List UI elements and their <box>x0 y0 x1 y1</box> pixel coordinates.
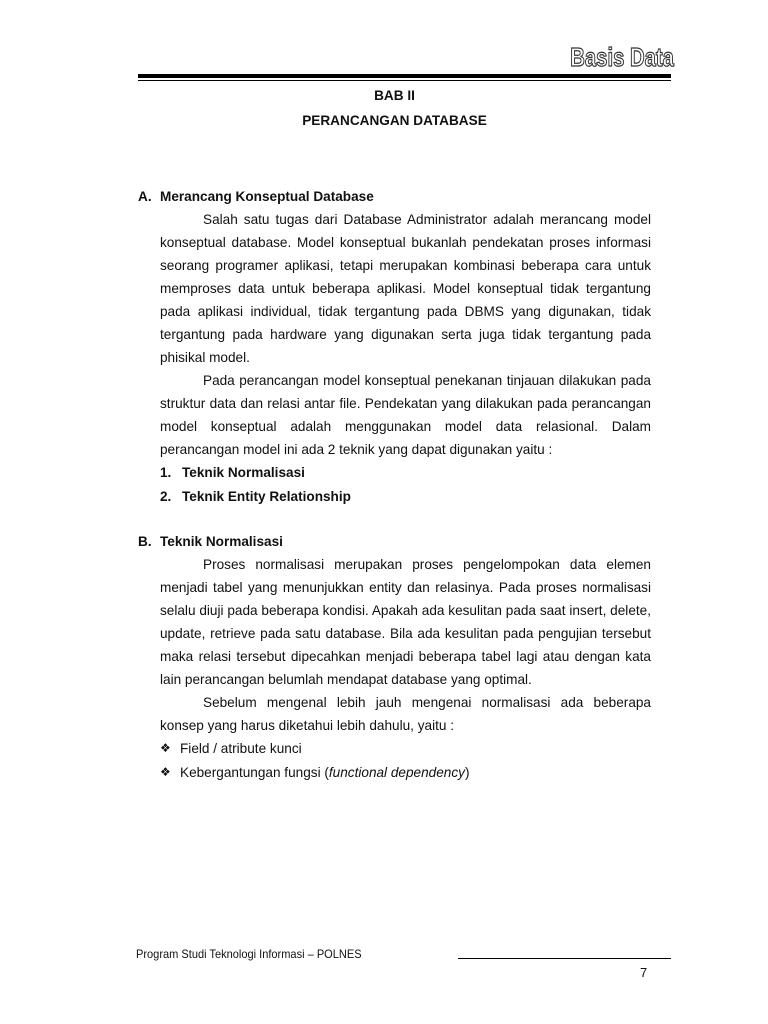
page-number: 7 <box>640 965 648 980</box>
list-item-number: 2. <box>160 489 172 504</box>
section-b <box>138 530 651 784</box>
section-a <box>138 185 651 508</box>
page-content <box>138 82 651 785</box>
section-b-heading <box>138 530 651 553</box>
footer-program: Program Studi Teknologi Informasi – POLNES <box>136 947 362 961</box>
diamond-bullet-icon: ❖ <box>160 765 171 779</box>
section-a-paragraph-2: Pada perancangan model konseptual penekanan tinjauan dilakukan pada struktur data dan relasi antar file. Pendekatan yang dilakukan pada perancangan model konseptual adalah menggunakan model data relasional. Dalam perancangan model ini ada 2 teknik yang dapat digunakan yaitu : <box>160 373 651 457</box>
section-a-heading <box>138 185 651 208</box>
header-rule-thin <box>138 80 671 81</box>
section-a-paragraph-1: Salah satu tugas dari Database Administrator adalah merancang model konseptual database. Model konseptual bukanlah pendekatan proses informasi seorang programer aplikasi, tetapi merupakan kombinasi beberapa cara untuk memproses data untuk beberapa aplikasi. Model konseptual tidak tergantung pada aplikasi individual, tidak tergantung pada DBMS yang digunakan, tidak tergantung pada hardware yang digunakan serta juga tidak tergantung pada phisikal model. <box>160 212 651 365</box>
section-a-heading-text: Merancang Konseptual Database <box>160 189 374 204</box>
list-item-text: Field / atribute kunci <box>180 741 302 756</box>
list-item <box>160 761 651 784</box>
list-item <box>160 737 651 760</box>
list-item-number: 1. <box>160 465 172 480</box>
section-b-heading-text: Teknik Normalisasi <box>160 534 283 549</box>
list-item <box>160 461 651 484</box>
list-item-text-suffix: ) <box>464 765 470 780</box>
header-rule-thick <box>138 74 671 78</box>
list-item-text: Teknik Entity Relationship <box>182 489 351 504</box>
footer-rule <box>458 958 671 959</box>
section-a-letter: A. <box>138 189 152 204</box>
section-b-paragraph-1: Proses normalisasi merupakan proses pengelompokan data elemen menjadi tabel yang menunjukkan entity dan relasinya. Pada proses normalisasi selalu diuji pada beberapa kondisi. Apakah ada kesulitan pada saat insert, delete, update, retrieve pada satu database. Bila ada kesulitan pada pengujian tersebut maka relasi tersebut dipecahkan menjadi beberapa tabel lagi atau dengan kata lain perancangan belumlah mendapat database yang optimal. <box>160 557 651 687</box>
chapter-title: PERANCANGAN DATABASE <box>302 113 487 128</box>
technique-list <box>138 461 651 508</box>
diamond-bullet-icon: ❖ <box>160 741 171 755</box>
header-logo: Basis Data <box>570 42 674 72</box>
list-item-text-prefix: Kebergantungan fungsi ( <box>180 765 329 780</box>
section-b-letter: B. <box>138 534 152 549</box>
chapter-number: BAB II <box>374 88 415 103</box>
section-b-paragraph-2: Sebelum mengenal lebih jauh mengenai normalisasi ada beberapa konsep yang harus diketahui lebih dahulu, yaitu : <box>160 695 651 733</box>
list-item-text: Teknik Normalisasi <box>182 465 305 480</box>
list-item <box>160 485 651 508</box>
concept-list <box>138 737 651 784</box>
list-item-text-italic: functional dependency <box>328 765 465 780</box>
